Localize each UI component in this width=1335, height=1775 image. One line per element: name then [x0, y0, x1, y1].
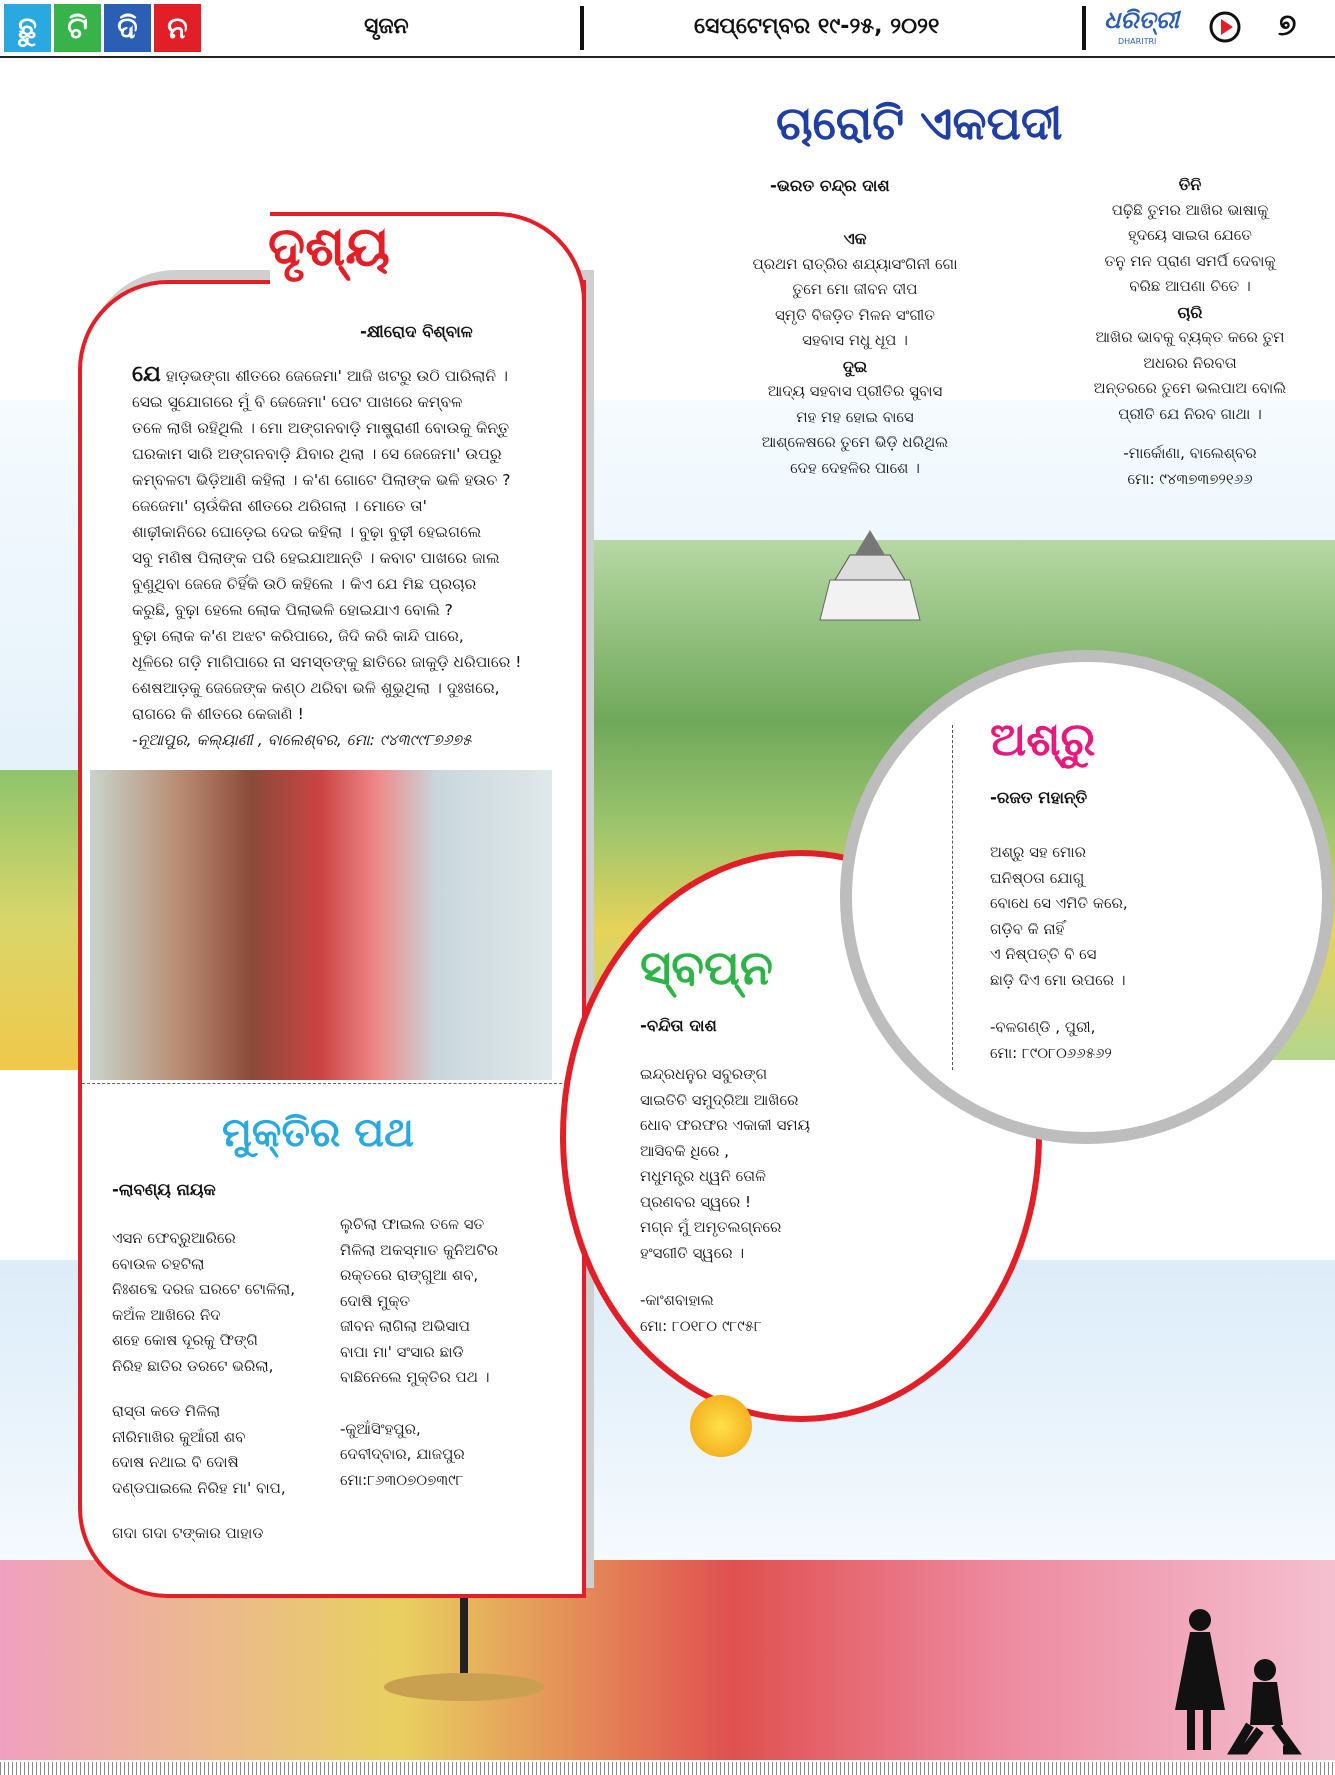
poem-line: ଆସିବକି ଧିରେ ,: [640, 1141, 729, 1160]
mukti-column-two: [340, 1212, 560, 1493]
story-line: ଶାଢ଼ୀକାନିରେ ଘୋଡ଼େଇ ଦେଇ କହିଲା । ବୁଢ଼ା ବୁଢ଼ୀ ହେଇଗଲେ: [132, 523, 482, 541]
brand-logo: ଧରିତ୍ରୀ: [1104, 6, 1179, 34]
ashru-poem: [990, 840, 1210, 1066]
poem-line: ମହ ମହ ହୋଇ ବାସେ: [796, 407, 914, 426]
dashed-divider: [82, 1083, 572, 1084]
poem-line: ଦୋଷ ନଥାଇ ବି ଦୋଷି: [112, 1453, 239, 1471]
poem-line: ବରିଛ ଆପଣା ଚିତେ ।: [1129, 277, 1251, 295]
poem-line: ଗଦା ଗଦା ଟଙ୍କାର ପାହାଡ: [112, 1524, 264, 1542]
header-divider: [1082, 6, 1086, 50]
swapna-poem: [640, 1062, 880, 1339]
stanza-heading: ତିନି: [1178, 175, 1202, 194]
story-line: କରୁଛି, ବୁଢ଼ା ହେଲେ ଲୋକ ପିଲାଭଳି ହୋଇଯାଏ ବୋଲି ?: [132, 601, 453, 619]
poem-line: ଲୁଚିଲା ଫାଇଲ ତଳେ ସତ: [340, 1215, 485, 1233]
garden-scenery-left: [0, 770, 90, 1070]
masthead-letter: ଛୁ: [4, 4, 51, 52]
poem-line: ତନୁ ମନ ପ୍ରାଣ ସମର୍ପି ଦେବାକୁ: [1104, 251, 1276, 270]
poem-line: ଦଣ୍ଡପାଇଲେ ନିରିହ ମା' ବାପ,: [112, 1478, 286, 1497]
poem-line: ଧୋବ ଫରଫର ଏକାକୀ ସମୟ: [640, 1116, 810, 1134]
story-line: ହାଡ଼ଭଙ୍ଗା ଶୀତରେ ଜେଜେମା' ଆଜି ଖଟରୁ ଉଠି ପାରିଲାନି ।: [160, 367, 508, 385]
header-divider: [580, 6, 584, 50]
dashed-divider: [952, 725, 953, 1070]
poem-line: ଏସନ ଫେବ୍ରୁଆରିରେ: [112, 1229, 236, 1247]
poet-address: -କୁଆଁସିଂହପୁର,: [340, 1419, 421, 1438]
poet-phone: ମୋ: ୮୯୦୮୦୬୬୫୬୨: [990, 1043, 1112, 1062]
poem-line: ତୁମେ ମୋ ଜୀବନ ଦୀପ: [792, 280, 918, 298]
poem-line: ରକ୍ତରେ ରାଙ୍ଗୁଆ ଶବ,: [340, 1266, 479, 1284]
poem-line: ଜୀବନ ଲାଗିଲା ଅଭିସାପ: [340, 1317, 470, 1335]
drushya-author: -କ୍ଷୀରୋଦ ବିଶ୍ବାଳ: [360, 322, 473, 341]
poem-line: ଦେହ ଦେହଳିର ପାଶେ ।: [790, 458, 920, 477]
stanza-heading: ଦୁଇ: [842, 356, 868, 376]
poem-line: ଶହେ କୋଷ ଦୂରକୁ ଫିଙ୍ଗି: [112, 1331, 258, 1349]
story-line: ଜେଜେମା' ଚାଉଁକିନା ଶୀତରେ ଥରିଗଲା । ମୋତେ ତା': [132, 497, 427, 515]
masthead-letter: ନ: [154, 4, 201, 52]
poet-address: -କାଂଶବାହାଲ: [640, 1291, 714, 1309]
poet-address: -ମାର୍କୋଣା, ବାଲେଶ୍ବର: [1123, 444, 1257, 462]
charoti-author: -ଭରତ ଚନ୍ଦ୍ର ଦାଶ: [770, 176, 890, 195]
poem-line: ପ୍ରଣବର ସ୍ୱରେ !: [640, 1192, 752, 1211]
story-line: କମ୍ବଳଟା ଭିଡ଼ିଆଣି କହିଲା । କ'ଣ ଗୋଟେ ପିଲାଙ୍କ ଭଳି ହଉଚ ?: [132, 471, 511, 489]
castle-image: [800, 520, 940, 630]
play-icon: [1209, 11, 1241, 43]
poem-line: ନିଃଶବ୍ଦେ ଦରଜ ଘରଟେ ଟୋଳିଲା,: [112, 1280, 295, 1298]
grandmother-photo: [90, 770, 552, 1080]
story-line: ବୁଣୁଥିବା ଜେଜେ ଚିହିଁକି ଉଠି କହିଲେ । କିଏ ଯେ ମିଛ ପ୍ରଚାର: [132, 575, 477, 593]
drushya-story: [132, 362, 534, 753]
poem-line: ଆଶ୍ଳେଷରେ ତୁମେ ଭିଡ଼ି ଧରିଥିଲ: [761, 433, 949, 451]
poem-line: ଦୋଷି ମୁକ୍ତ: [340, 1291, 411, 1310]
ekapadi-one: [720, 226, 990, 481]
poem-line: ହଂସଗୀତି ସ୍ୱରେ ।: [640, 1243, 745, 1262]
ashru-author: -ରଜତ ମହାନ୍ତି: [990, 788, 1088, 807]
poem-line: ମଗ୍ନ ମୁଁ ଅମୃତଲଗ୍ନରେ: [640, 1218, 782, 1236]
sun-image: [690, 1395, 752, 1457]
poem-line: ନୀରିମାଖିର କୁଆଁରୀ ଶବ: [112, 1427, 246, 1446]
poem-line: ସ୍ମୃତି ବିଜଡ଼ିତ ମିଳନ ସଂଗୀତ: [775, 305, 935, 324]
section-name: ସୃଜନ: [364, 14, 409, 39]
poem-line: ସାଇତିଚି ସମୁଦ୍ରିଆ ଆଖିରେ: [640, 1090, 799, 1109]
swapna-title: ସ୍ବପ୍ନ: [640, 940, 774, 996]
stanza-heading: ଏକ: [843, 229, 867, 248]
mukti-column-one: [112, 1226, 352, 1547]
mukti-title: ମୁକ୍ତିର ପଥ: [222, 1110, 415, 1156]
poem-line: ଅଶ୍ରୁ ସହ ମୋର: [990, 843, 1086, 861]
story-line: ତଳେ ଲାଖି ରହିଥିଲି । ମୋ ଅଙ୍ଗନବାଡ଼ି ମାଷ୍ଟ୍ରାଣୀ ବୋଉକୁ କିନ୍ତୁ: [132, 419, 510, 437]
poem-line: ଛାଡ଼ି ଦିଏ ମୋ ଉପରେ ।: [990, 970, 1126, 989]
header-rule: [0, 56, 1335, 58]
poet-phone: ମୋ:୮୬୩୦୭୦୭୩୯୮: [340, 1470, 464, 1489]
poem-line: ପ୍ରଥମ ରାତ୍ରିର ଶଯ୍ୟାସଂଗିନୀ ଗୋ: [752, 254, 958, 273]
poem-line: ପ୍ରୀତି ଯେ ନିରବ ଗାଥା ।: [1118, 404, 1262, 423]
poem-line: ଆଦ୍ୟ ସହବାସ ପ୍ରୀତିର ସୁବାସ: [767, 382, 943, 400]
poem-line: ମିଳିଲା ଅକସ୍ମାତ କୁନିଅଟିର: [340, 1240, 498, 1259]
brand-sub: DHARITRI: [1118, 37, 1157, 46]
drop-cap: ଯେ: [132, 362, 161, 387]
poem-line: ଅନ୍ତରରେ ତୁମେ ଭଲପାଅ ବୋଲି: [1093, 379, 1287, 397]
story-line: ରାଗରେ କି ଶୀତରେ କେଜାଣି !: [132, 705, 304, 723]
poem-line: ନିରିହ ଛାତିର ଡରଟେ ଭରିଲା,: [112, 1356, 274, 1375]
drushya-title: ଦୃଶ୍ୟ: [268, 215, 390, 278]
poem-line: ବାପା ମା' ସଂସାର ଛାଡି: [340, 1342, 464, 1361]
ekapadi-three-four: [1062, 172, 1318, 492]
story-line: ଧୂଳିରେ ଗଡ଼ି ମାଗିପାରେ ନା ସମସ୍ତଙ୍କୁ ଛାତିରେ ଜାକୁଡ଼ି ଧରିପାରେ !: [132, 653, 522, 671]
ashru-title: ଅଶ୍ରୁ: [990, 712, 1096, 766]
poem-line: ବୋଧେ ସେ ଏମିତି କରେ,: [990, 894, 1128, 912]
mukti-author: -ଲାବଣ୍ୟ ନାୟକ: [112, 1180, 216, 1199]
masthead-letter: ଦି: [104, 4, 151, 52]
stanza-heading: ଚାରି: [1177, 302, 1203, 322]
poem-line: ସହବାସ ମଧୁ ଧୂପ ।: [802, 331, 908, 349]
poem-line: ରାସ୍ତା କଡେ ମିଳିଲା: [112, 1402, 221, 1420]
story-line: ବୁଢ଼ା ଲୋକ କ'ଣ ଅଝଟ କରିପାରେ, ଜିଦି କରି କାନ୍ଦି ପାରେ,: [132, 627, 464, 645]
bottom-rule: [0, 1762, 1335, 1775]
story-line: ଘରକାମ ସାରି ଅଙ୍ଗନବାଡ଼ି ଯିବାର ଥିଲା । ସେ ଜେଜେମା' ଉପରୁ: [132, 445, 502, 463]
poet-address: -ବଳଗଣ୍ଡି , ପୁରୀ,: [990, 1018, 1096, 1036]
poet-address: ଦେବୀଦ୍ବାର, ଯାଜପୁର: [340, 1445, 465, 1463]
story-address: -ନୂଆପୁର, କଲ୍ୟାଣୀ , ବାଲେଶ୍ବର, ମୋ: ୯୪୩୯୯୮୭୬୭୫: [132, 731, 472, 749]
poet-phone: ମୋ: ୯୪୩୭୩୭୨୧୬୬: [1127, 469, 1253, 488]
poem-line: ଅଧରର ନିରବତା: [1143, 353, 1237, 372]
charoti-title: ଚାରୋଟି ଏକପଦୀ: [776, 96, 1063, 150]
masthead-letter: ଟି: [54, 4, 101, 52]
story-line: ଶେଷଆଡ଼କୁ ଜେଜେଙ୍କ କଣ୍ଠ ଥରିବା ଭଳି ଶୁଭୁଥିଲା । ଦୁଃଖରେ,: [132, 679, 500, 697]
poem-line: ଇନ୍ଦ୍ରଧନୁର ସବୁରଙ୍ଗ: [640, 1065, 768, 1083]
story-line: ସବୁ ମଣିଷ ପିଲାଙ୍କ ପରି ହେଇଯାଆନ୍ତି । କବାଟ ପାଖରେ ଜାଲ: [132, 549, 500, 567]
poet-phone: ମୋ: ୮୦୧୮୦ ୯୮୯୫୮: [640, 1316, 762, 1335]
poem-line: ମଧୁମନ୍ତ୍ର ଧ୍ୱନି ତୋଳି: [640, 1167, 766, 1185]
story-line: ସେଇ ସୁଯୋଗରେ ମୁଁ ବି ଜେଜେମା' ପେଟ ପାଖରେ କମ୍ବଳ: [132, 393, 463, 411]
poem-line: ବାଛିନେଲେ ମୁକ୍ତିର ପଥ ।: [340, 1368, 490, 1386]
poem-line: ଘନିଷ୍ଠତା ଯୋଗୁ: [990, 868, 1085, 887]
page-number: ୭: [1278, 8, 1297, 43]
poem-line: ହୃଦୟେ ସାଇତା ଯେତେ: [1128, 226, 1252, 244]
poem-line: ଏ ନିଷ୍ପତ୍ତି ବି ସେ: [990, 945, 1097, 963]
poem-line: ବୋଉଳ ଚହଟିଲା: [112, 1254, 205, 1273]
page-header: [0, 0, 1335, 58]
swapna-author: -ବନ୍ଦିତା ଦାଶ: [640, 1016, 717, 1035]
poem-line: କଅଁଳ ଆଖିରେ ନିଦ: [112, 1305, 221, 1324]
issue-date: ସେପ୍ଟେମ୍ବର ୧୯-୨୫, ୨୦୨୧: [694, 14, 940, 39]
poem-line: ଗଡ଼ିବ କି ନାହିଁ: [990, 919, 1065, 938]
poem-line: ପଢ଼ିଛି ତୁମର ଆଖିର ଭାଷାକୁ: [1111, 200, 1269, 219]
couple-silhouette-image: [1165, 1600, 1305, 1760]
poem-line: ଆଖିର ଭାବକୁ ବ୍ୟକ୍ତ କରେ ତୁମ: [1095, 328, 1285, 346]
